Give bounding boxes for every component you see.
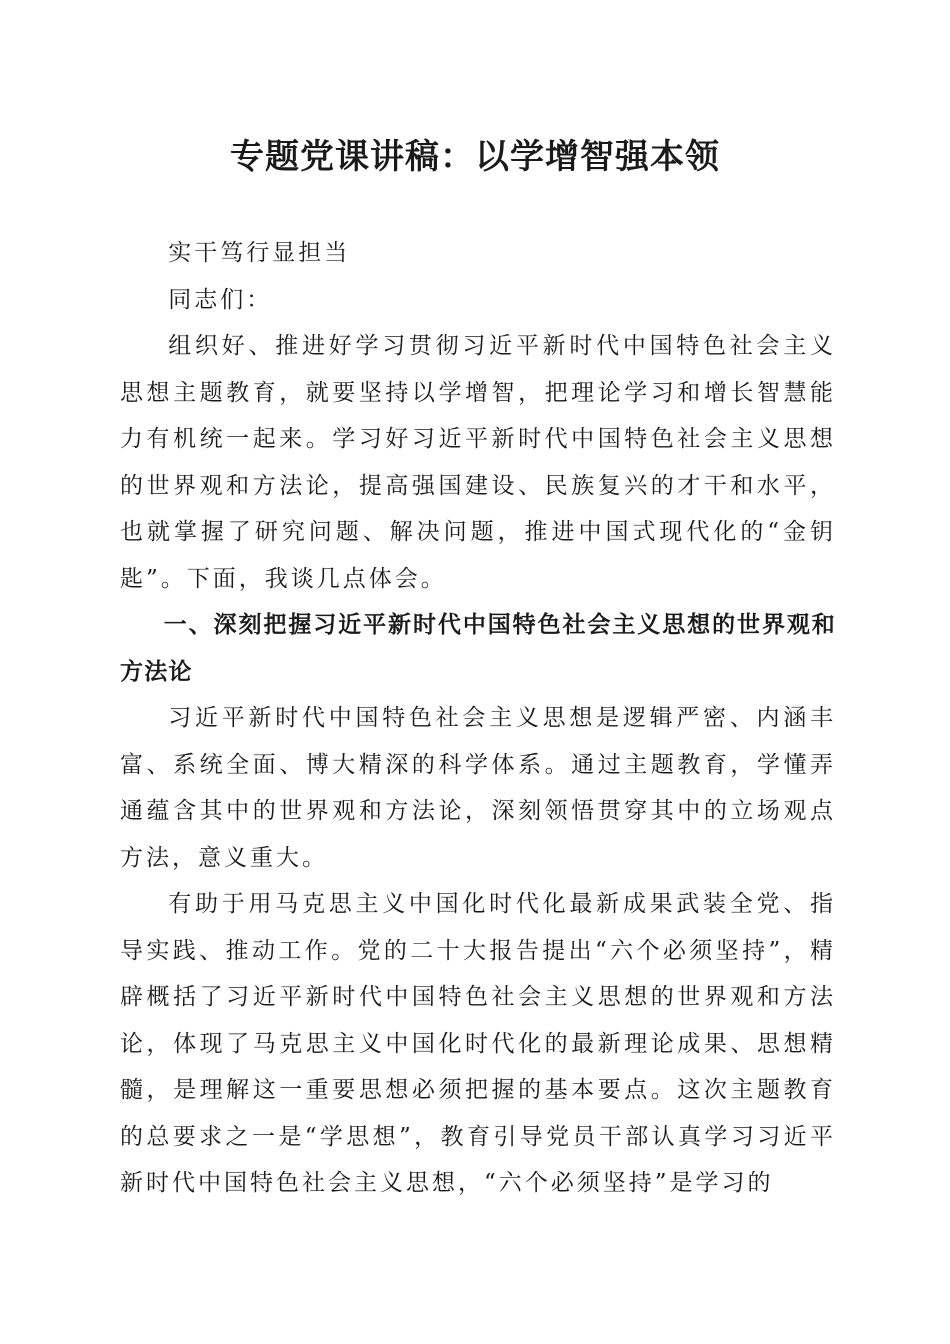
section-heading: 一、深刻把握习近平新时代中国特色社会主义思想的世界观和方法论 bbox=[120, 612, 836, 685]
subtitle-line: 实干笃行显担当 bbox=[168, 240, 351, 266]
body-paragraph: 有助于用马克思主义中国化时代化最新成果武装全党、指导实践、推动工作。党的二十大报告提出“六个必须坚持”，精辟概括了习近平新时代中国特色社会主义思想的世界观和方法论，体现了马克思主义中国化时代化的最新理论成果、思想精髓，是理解这一重要思想必须把握的基本要点。这次主题教育的总要求之一是“学思想”，教育引导党员干部认真学习习近平新时代中国特色社会主义思想，“六个必须坚持”是学习的 bbox=[120, 891, 836, 1196]
document-body bbox=[120, 230, 836, 1207]
body-paragraph: 习近平新时代中国特色社会主义思想是逻辑严密、内涵丰富、系统全面、博大精深的科学体系。通过主题教育，学懂弄通蕴含其中的世界观和方法论，深刻领悟贯穿其中的立场观点方法，意义重大。 bbox=[120, 705, 836, 871]
salutation-line: 同志们： bbox=[168, 286, 273, 313]
intro-paragraph: 组织好、推进好学习贯彻习近平新时代中国特色社会主义思想主题教育，就要坚持以学增智，把理论学习和增长智慧能力有机统一起来。学习好习近平新时代中国特色社会主义思想的世界观和方法论，提高强国建设、民族复兴的才干和水平，也就掌握了研究问题、解决问题，推进中国式现代化的“金钥匙”。下面，我谈几点体会。 bbox=[120, 333, 836, 592]
document-title: 专题党课讲稿：以学增智强本领 bbox=[230, 137, 720, 177]
